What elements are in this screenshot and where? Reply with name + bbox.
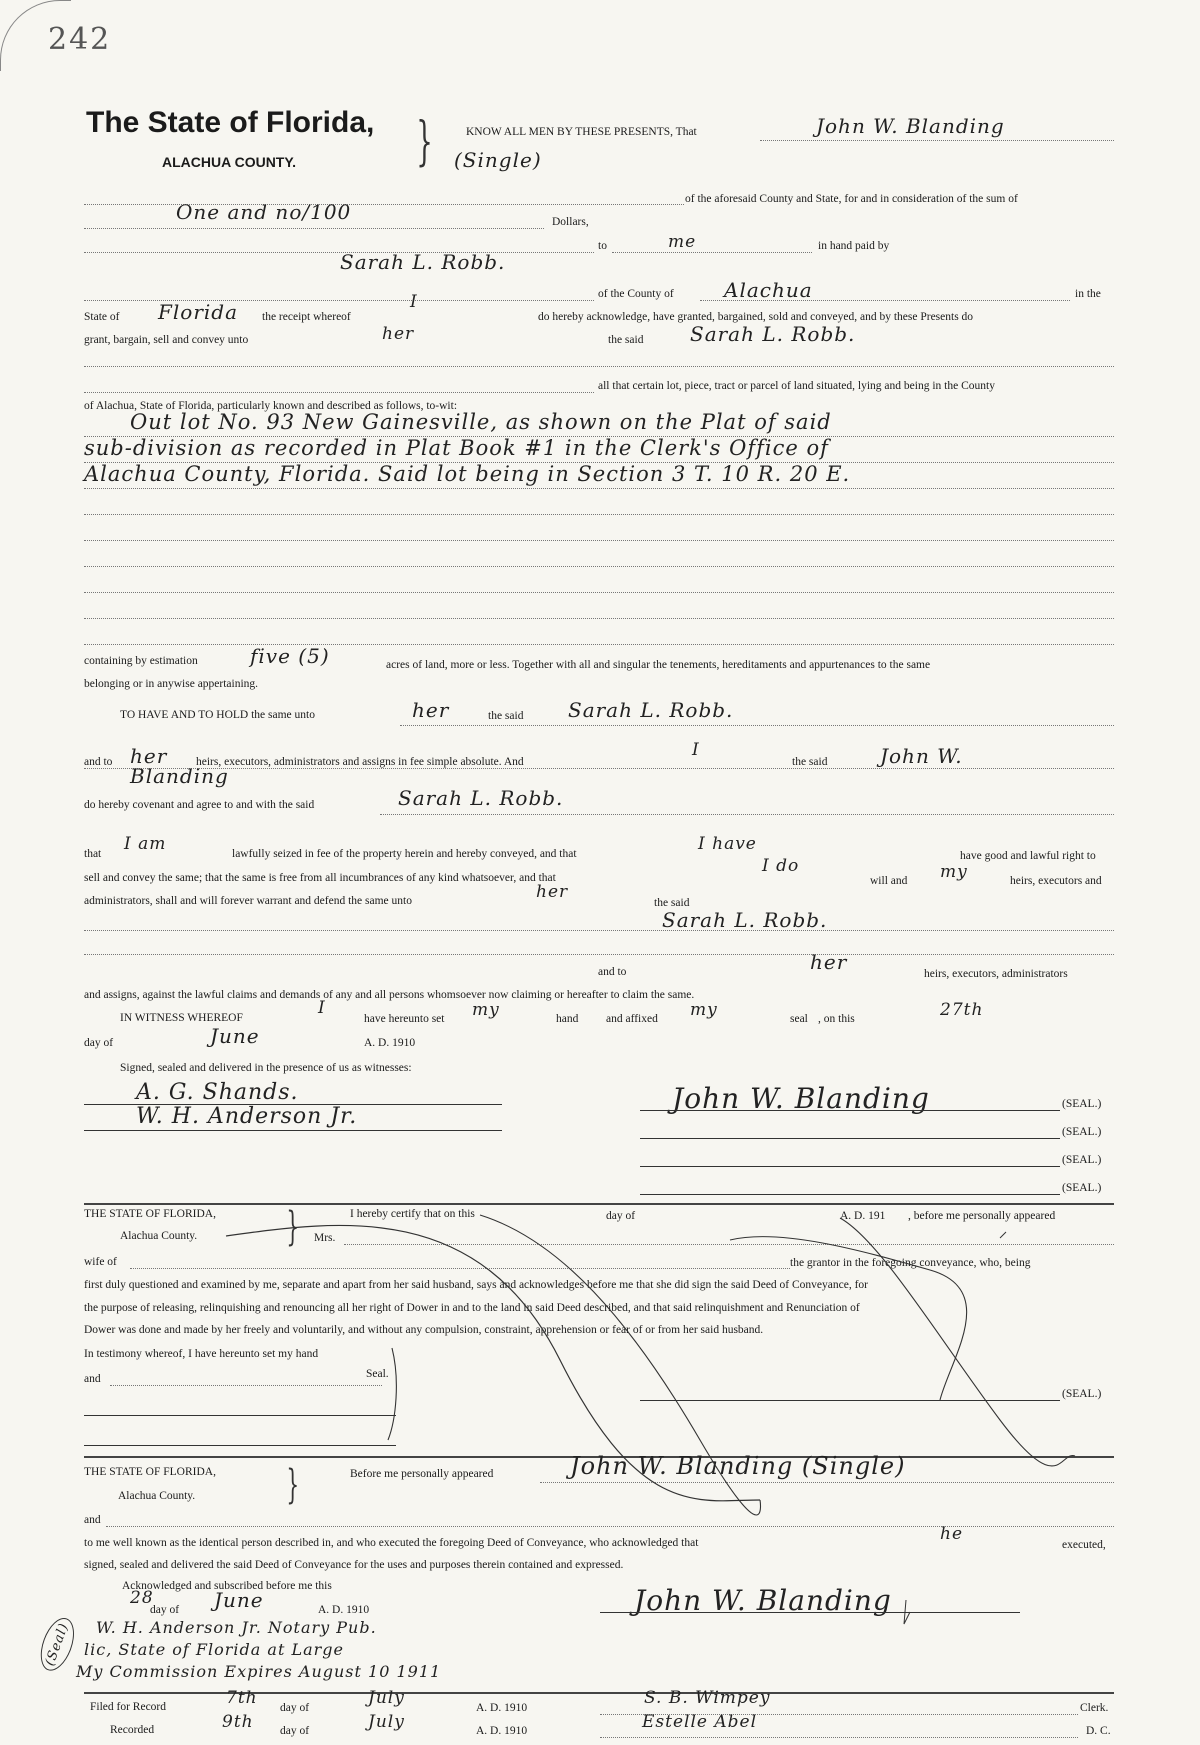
ack-pronoun: he bbox=[940, 1524, 964, 1544]
i-word-handwritten: I do bbox=[762, 856, 800, 876]
witness-whereof-label: IN WITNESS WHEREOF bbox=[120, 1012, 243, 1024]
seal-4: (SEAL.) bbox=[1062, 1182, 1102, 1194]
rule bbox=[84, 514, 1114, 515]
have-pronoun: her bbox=[412, 698, 450, 722]
ack-and: and bbox=[84, 1514, 101, 1526]
i-have-handwritten: I have bbox=[698, 834, 757, 854]
know-all-text: KNOW ALL MEN BY THESE PRESENTS, That bbox=[466, 126, 697, 138]
that-label: that bbox=[84, 848, 102, 860]
rule bbox=[84, 204, 684, 205]
hand-label: hand bbox=[556, 1013, 579, 1025]
heirs-admin-text: heirs, executors, administrators bbox=[924, 968, 1068, 980]
the-said-2-label: the said bbox=[654, 897, 690, 909]
grantor-line-2: Blanding bbox=[130, 764, 229, 788]
dower-brace: } bbox=[286, 1204, 300, 1250]
administrators-text: administrators, shall and will forever warrant and defend the same unto bbox=[84, 895, 412, 907]
signature-line bbox=[640, 1138, 1060, 1139]
ack-known: to me well known as the identical person described in, and who executed the foregoing Deed of Conveyance, who acknowledged that bbox=[84, 1537, 699, 1549]
dower-testimony: In testimony whereof, I have hereunto set my hand bbox=[84, 1348, 319, 1360]
have-hereunto-text: have hereunto set bbox=[364, 1013, 445, 1025]
recorded-month: July bbox=[368, 1712, 405, 1732]
dower-line-2: the purpose of releasing, relinquishing and renouncing all her right of Dower in and to the land in said Deed described, and that said relinquishment and Renunciation of bbox=[84, 1302, 860, 1314]
ack-day-of: day of bbox=[150, 1604, 180, 1616]
dower-line-3: Dower was done and made by her freely and voluntarily, and without any compulsion, constraint, apprehension or fear of or from her said husband. bbox=[84, 1324, 764, 1336]
rule bbox=[344, 1244, 1114, 1245]
to-have-text: TO HAVE AND TO HOLD the same unto bbox=[120, 709, 315, 721]
dower-line bbox=[84, 1415, 396, 1416]
ack-signed-line: signed, sealed and delivered the said Deed of Conveyance for the uses and purposes therein contained and expressed. bbox=[84, 1559, 624, 1571]
acknowledge-text: do hereby acknowledge, have granted, bargained, sold and conveyed, and by these Presents do bbox=[538, 311, 974, 323]
recorded-dc-signature: Estelle Abel bbox=[642, 1712, 758, 1732]
seal-2: (SEAL.) bbox=[1062, 1126, 1102, 1138]
dollars-label: Dollars, bbox=[552, 216, 589, 228]
dower-ad: A. D. 191 bbox=[840, 1210, 886, 1222]
ack-ad: A. D. 1910 bbox=[318, 1604, 370, 1616]
my-handwritten: my bbox=[940, 862, 968, 882]
on-this-label: , on this bbox=[818, 1013, 855, 1025]
rule bbox=[84, 540, 1114, 541]
dower-line bbox=[84, 1445, 396, 1446]
dower-certify: I hereby certify that on this bbox=[350, 1208, 475, 1220]
the-said-label: the said bbox=[608, 334, 644, 346]
ack-signature-line bbox=[600, 1612, 1020, 1613]
rule bbox=[130, 1268, 790, 1269]
grantor-line-1: John W. bbox=[880, 744, 963, 768]
filed-label: Filed for Record bbox=[90, 1701, 167, 1713]
witness-1-signature: A. G. Shands. bbox=[136, 1080, 299, 1105]
sell-convey-text: sell and convey the same; that the same is free from all incumbrances of any kind whatsoever, and that bbox=[84, 872, 556, 884]
dower-mrs: Mrs. bbox=[314, 1232, 336, 1244]
amount-handwritten: One and no/100 bbox=[176, 200, 352, 224]
heirs-clause: heirs, executors, administrators and assigns in fee simple absolute. And bbox=[196, 756, 524, 768]
and-to-pronoun: her bbox=[810, 950, 848, 974]
witness-line bbox=[84, 1130, 502, 1131]
acres-clause: acres of land, more or less. Together with all and singular the tenements, hereditaments and appurtenances to the same bbox=[386, 659, 931, 671]
description-line-3: Alachua County, Florida. Said lot being in Section 3 T. 10 R. 20 E. bbox=[84, 462, 851, 486]
county-handwritten: Alachua bbox=[724, 278, 813, 302]
i-am-handwritten: I am bbox=[124, 834, 167, 854]
dower-county: Alachua County. bbox=[120, 1230, 198, 1242]
and-said-label: the said bbox=[792, 756, 828, 768]
seal-3: (SEAL.) bbox=[1062, 1154, 1102, 1166]
assigns-text: and assigns, against the lawful claims and demands of any and all persons whomsoever now claiming or hereafter to claim the same. bbox=[84, 989, 695, 1001]
belonging-text: belonging or in anywise appertaining. bbox=[84, 678, 259, 690]
defend-grantee: Sarah L. Robb. bbox=[662, 908, 828, 932]
header-brace: } bbox=[416, 112, 433, 172]
state-title: The State of Florida, bbox=[86, 106, 375, 139]
seal-1: (SEAL.) bbox=[1062, 1098, 1102, 1110]
seal-label: seal bbox=[790, 1013, 808, 1025]
notary-line-1: W. H. Anderson Jr. Notary Pub. bbox=[96, 1618, 377, 1637]
and-to-label: and to bbox=[84, 756, 113, 768]
dower-seal: (SEAL.) bbox=[1062, 1388, 1102, 1400]
grantor-handwritten: John W. Blanding bbox=[816, 114, 1005, 138]
all-that-text: all that certain lot, piece, tract or parcel of land situated, lying and being in the County bbox=[598, 380, 995, 392]
signature-line bbox=[640, 1110, 1060, 1111]
grantee-handwritten: Sarah L. Robb. bbox=[690, 322, 856, 346]
covenant-grantee: Sarah L. Robb. bbox=[398, 786, 564, 810]
ack-state: THE STATE OF FLORIDA, bbox=[84, 1466, 216, 1478]
state-handwritten: Florida bbox=[158, 300, 238, 324]
ack-signature: John W. Blanding bbox=[634, 1584, 892, 1617]
filed-clerk-signature: S. B. Wimpey bbox=[644, 1688, 771, 1708]
signature-line bbox=[640, 1194, 1060, 1195]
ack-acknowledged: Acknowledged and subscribed before me this bbox=[122, 1580, 332, 1592]
seized-text: lawfully seized in fee of the property herein and hereby conveyed, and that bbox=[232, 848, 577, 860]
hand-pronoun: my bbox=[472, 1000, 500, 1020]
rule bbox=[84, 488, 1114, 489]
have-grantee: Sarah L. Robb. bbox=[568, 698, 734, 722]
ack-brace: } bbox=[286, 1462, 300, 1508]
dower-before-me: , before me personally appeared bbox=[908, 1210, 1056, 1222]
dower-line-1: first duly questioned and examined by me, separate and apart from her said husband, says and acknowledges before me that she did sign the said Deed of Conveyance, for bbox=[84, 1279, 868, 1291]
dc-label: D. C. bbox=[1086, 1725, 1111, 1737]
dower-state: THE STATE OF FLORIDA, bbox=[84, 1208, 216, 1220]
state-of-label: State of bbox=[84, 311, 120, 323]
containing-label: containing by estimation bbox=[84, 655, 198, 667]
section-divider bbox=[84, 1203, 1114, 1205]
heirs-pronoun: her bbox=[130, 744, 168, 768]
witness-pronoun: I bbox=[318, 998, 326, 1018]
and-pronoun: I bbox=[692, 740, 700, 760]
rule bbox=[400, 725, 1114, 726]
have-said-label: the said bbox=[488, 710, 524, 722]
ack-day: 28 bbox=[130, 1588, 154, 1608]
will-and-text: will and bbox=[870, 875, 908, 887]
rule bbox=[540, 1482, 1114, 1483]
ack-appeared: John W. Blanding (Single) bbox=[570, 1452, 906, 1480]
acres-handwritten: five (5) bbox=[250, 644, 330, 668]
to-whom-handwritten: me bbox=[668, 232, 697, 252]
month-handwritten: June bbox=[210, 1024, 260, 1048]
recorded-day-of: day of bbox=[280, 1725, 310, 1737]
rule bbox=[84, 392, 594, 393]
recorded-ad: A. D. 1910 bbox=[476, 1725, 528, 1737]
in-hand-label: in hand paid by bbox=[818, 240, 890, 252]
rule bbox=[110, 1385, 382, 1386]
description-line-2: sub-division as recorded in Plat Book #1 in the Clerk's Office of bbox=[84, 436, 829, 460]
dower-signature-line bbox=[640, 1400, 1060, 1401]
rule bbox=[760, 140, 1114, 141]
recorded-label: Recorded bbox=[110, 1724, 155, 1736]
grantor-status: (Single) bbox=[454, 148, 542, 172]
county-title: ALACHUA COUNTY. bbox=[162, 154, 297, 170]
page-number: 242 bbox=[48, 22, 112, 57]
ad-label: A. D. 1910 bbox=[364, 1037, 416, 1049]
receipt-pronoun: I bbox=[410, 292, 418, 312]
rule bbox=[84, 228, 544, 229]
signature-line bbox=[640, 1166, 1060, 1167]
rule bbox=[700, 300, 1070, 301]
notary-line-2: lic, State of Florida at Large bbox=[84, 1640, 344, 1659]
notary-line-3: My Commission Expires August 10 1911 bbox=[76, 1662, 442, 1681]
rule bbox=[84, 954, 1114, 955]
rule bbox=[84, 930, 1114, 931]
to-label: to bbox=[598, 240, 607, 252]
rule bbox=[84, 644, 1114, 645]
grantor-signature: John W. Blanding bbox=[672, 1082, 930, 1115]
of-county-of-label: of the County of bbox=[598, 288, 674, 300]
grant-line-text: grant, bargain, sell and convey unto bbox=[84, 334, 249, 346]
dower-and: and bbox=[84, 1373, 101, 1385]
good-right-text: have good and lawful right to bbox=[960, 850, 1096, 862]
seal-pronoun: my bbox=[690, 1000, 718, 1020]
rule bbox=[612, 252, 812, 253]
notary-seal-mark: (Seal) bbox=[34, 1614, 80, 1675]
clerk-label: Clerk. bbox=[1080, 1702, 1109, 1714]
rule bbox=[84, 768, 1114, 769]
ack-before: Before me personally appeared bbox=[350, 1468, 494, 1480]
filed-day-of: day of bbox=[280, 1702, 310, 1714]
ack-month: June bbox=[214, 1588, 264, 1612]
receipt-label: the receipt whereof bbox=[262, 311, 351, 323]
covenant-text: do hereby covenant and agree to and with the said bbox=[84, 799, 315, 811]
day-of-label: day of bbox=[84, 1037, 114, 1049]
dower-wife-of: wife of bbox=[84, 1256, 117, 1268]
ack-executed: executed, bbox=[1062, 1539, 1106, 1551]
of-alachua-text: of Alachua, State of Florida, particularly known and described as follows, to-wit: bbox=[84, 400, 458, 412]
rule bbox=[600, 1737, 1078, 1738]
heirs-exec-text: heirs, executors and bbox=[1010, 875, 1102, 887]
dower-seal-word: Seal. bbox=[366, 1368, 389, 1380]
filed-day: 7th bbox=[226, 1688, 258, 1708]
day-handwritten: 27th bbox=[940, 1000, 984, 1020]
witness-2-signature: W. H. Anderson Jr. bbox=[136, 1104, 358, 1129]
rule bbox=[84, 566, 1114, 567]
dower-day-of: day of bbox=[606, 1210, 636, 1222]
dower-grantor-clause: the grantor in the foregoing conveyance, who, being bbox=[790, 1257, 1031, 1269]
rule bbox=[84, 366, 1114, 367]
rule bbox=[84, 618, 1114, 619]
rule bbox=[84, 592, 1114, 593]
ack-county: Alachua County. bbox=[118, 1490, 196, 1502]
description-line-1: Out lot No. 93 New Gainesville, as shown on the Plat of said bbox=[130, 410, 832, 434]
of-county-clause: of the aforesaid County and State, for and in consideration of the sum of bbox=[685, 193, 1018, 205]
payer-handwritten: Sarah L. Robb. bbox=[340, 250, 506, 274]
rule bbox=[84, 252, 594, 253]
recorded-day: 9th bbox=[222, 1712, 254, 1732]
defend-pronoun: her bbox=[536, 882, 569, 902]
signed-sealed-text: Signed, sealed and delivered in the presence of us as witnesses: bbox=[120, 1062, 412, 1074]
in-the-label: in the bbox=[1075, 288, 1101, 300]
filed-month: July bbox=[368, 1688, 405, 1708]
rule bbox=[380, 814, 1114, 815]
affixed-label: and affixed bbox=[606, 1013, 658, 1025]
and-to-2-label: and to bbox=[598, 966, 627, 978]
filed-ad: A. D. 1910 bbox=[476, 1702, 528, 1714]
grantee-pronoun: her bbox=[382, 324, 415, 344]
